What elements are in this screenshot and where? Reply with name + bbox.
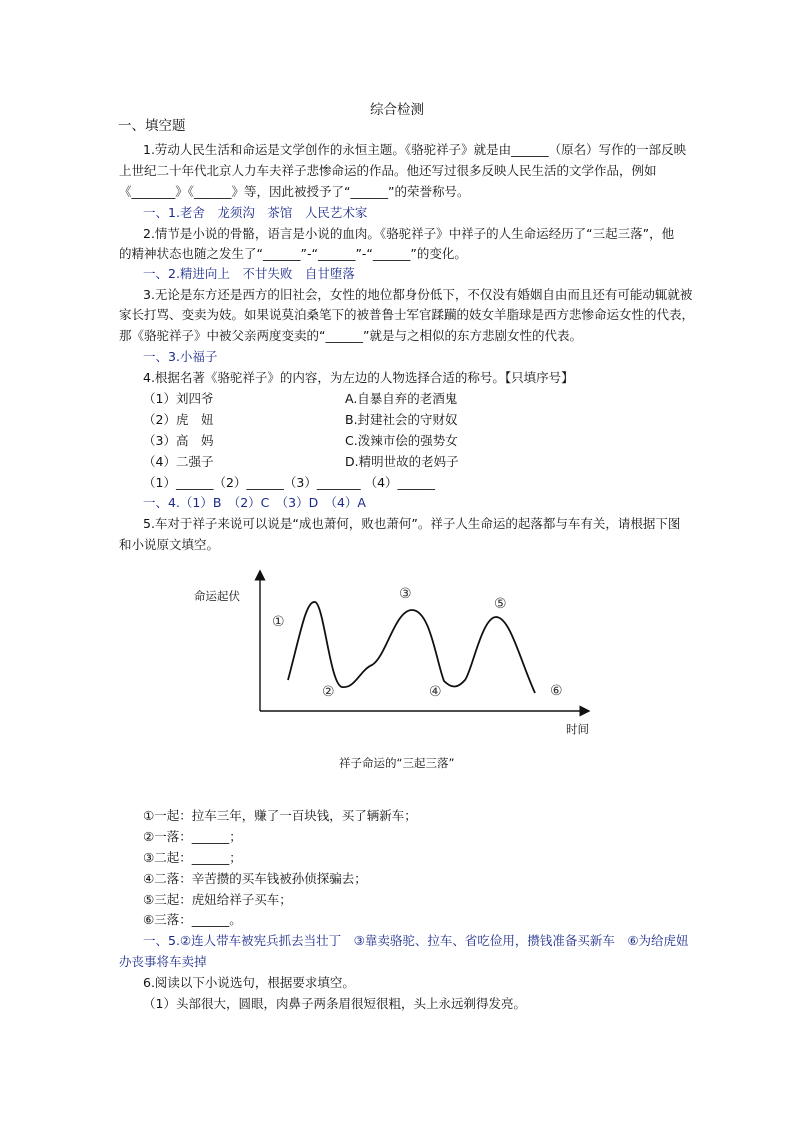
- chart-marker-3: ③: [399, 586, 412, 602]
- chart-xlabel: 时间: [566, 722, 589, 736]
- q3-answer: 一、3.小福子: [143, 349, 218, 364]
- q1-line-2: 上世纪二十年代北京人力车夫祥子悲惨命运的作品。他还写过很多反映人民生活的文学作品，例如: [119, 163, 657, 178]
- q5-item-2: ②一落：______；: [143, 829, 242, 844]
- q4-line-1: 4.根据名著《骆驼祥子》的内容，为左边的人物选择合适的称号。【只填序号】: [143, 370, 574, 385]
- q4-right-2: B.封建社会的守财奴: [345, 412, 458, 427]
- chart-marker-1: ①: [272, 614, 285, 630]
- q5-line-1: 5.车对于祥子来说可以说是“成也萧何，败也萧何”。祥子人生命运的起落都与车有关，请根据下图: [143, 516, 681, 531]
- q6-line-2: （1）头部很大，圆眼，肉鼻子两条眉很短很粗，头上永远剃得发亮。: [143, 996, 526, 1011]
- q5-answer-line-1: 一、5.②连人带车被宪兵抓去当壮丁 ③靠卖骆驼、拉车、省吃俭用，攒钱准备买新车 ⑥为给虎妞: [143, 933, 689, 948]
- q3-line-3: 那《骆驼祥子》中被父亲两度变卖的“______”就是与之相似的东方悲剧女性的代表。: [119, 328, 582, 343]
- q4-right-3: C.泼辣市侩的强势女: [345, 433, 458, 448]
- q5-item-6: ⑥三落：______。: [143, 912, 242, 927]
- q4-right-1: A.自暴自弃的老酒鬼: [345, 391, 458, 406]
- q4-answer: 一、4.（1）B （2）C （3）D （4）A: [143, 495, 366, 510]
- fate-chart: [190, 565, 610, 780]
- q4-left-1: （1）刘四爷: [143, 391, 214, 406]
- q4-blanks: （1）______（2）______（3）_______ （4）______: [143, 475, 436, 490]
- chart-marker-5: ⑤: [494, 596, 507, 612]
- chart-marker-6: ⑥: [550, 683, 563, 699]
- chart-caption: 祥子命运的“三起三落”: [339, 756, 455, 770]
- q5-item-4: ④二落：辛苦攒的买车钱被孙侦探骗去；: [143, 871, 367, 886]
- q5-item-5: ⑤三起：虎妞给祥子买车；: [143, 892, 292, 907]
- page-title: 综合检测: [370, 102, 424, 118]
- q5-item-3: ③二起：______；: [143, 850, 242, 865]
- q2-line-1: 2.情节是小说的骨骼，语言是小说的血肉。《骆驼祥子》中祥子的人生命运经历了“三起三落”，他: [143, 226, 675, 241]
- section-heading: 一、填空题: [118, 118, 186, 134]
- q1-line-1: 1.劳动人民生活和命运是文学创作的永恒主题。《骆驼祥子》就是由______（原名）写作的一部反映: [143, 142, 687, 157]
- q4-left-2: （2）虎 妞: [143, 412, 214, 427]
- q5-item-1: ①一起：拉车三年，赚了一百块钱，买了辆新车；: [143, 808, 417, 823]
- q1-answer: 一、1.老舍 龙须沟 茶馆 人民艺术家: [143, 205, 368, 220]
- chart-marker-4: ④: [429, 684, 442, 700]
- q4-right-4: D.精明世故的老妈子: [345, 454, 459, 469]
- q5-line-2: 和小说原文填空。: [119, 537, 220, 552]
- q1-line-3: 《_______》《______》等，因此被授予了“______”的荣誉称号。: [119, 184, 470, 199]
- q5-answer-line-2: 办丧事将车卖掉: [119, 954, 207, 969]
- q2-line-2: 的精神状态也随之发生了“______”-“______”-“______”的变化。: [119, 246, 467, 261]
- chart-marker-2: ②: [322, 684, 335, 700]
- q2-answer: 一、2.精进向上 不甘失败 自甘堕落: [143, 266, 355, 281]
- q4-left-4: （4）二强子: [143, 454, 214, 469]
- fate-curve: [288, 602, 535, 693]
- chart-ylabel: 命运起伏: [194, 589, 240, 603]
- q3-line-1: 3.无论是东方还是西方的旧社会，女性的地位都身份低下，不仅没有婚姻自由而且还有可能动辄就被: [143, 287, 693, 302]
- q4-left-3: （3）高 妈: [143, 433, 214, 448]
- q3-line-2: 家长打骂、变卖为妓。如果说莫泊桑笔下的被普鲁士军官蹂躏的妓女羊脂球是西方悲惨命运女性的代表，: [119, 307, 695, 322]
- q6-line-1: 6.阅读以下小说选句，根据要求填空。: [143, 975, 355, 990]
